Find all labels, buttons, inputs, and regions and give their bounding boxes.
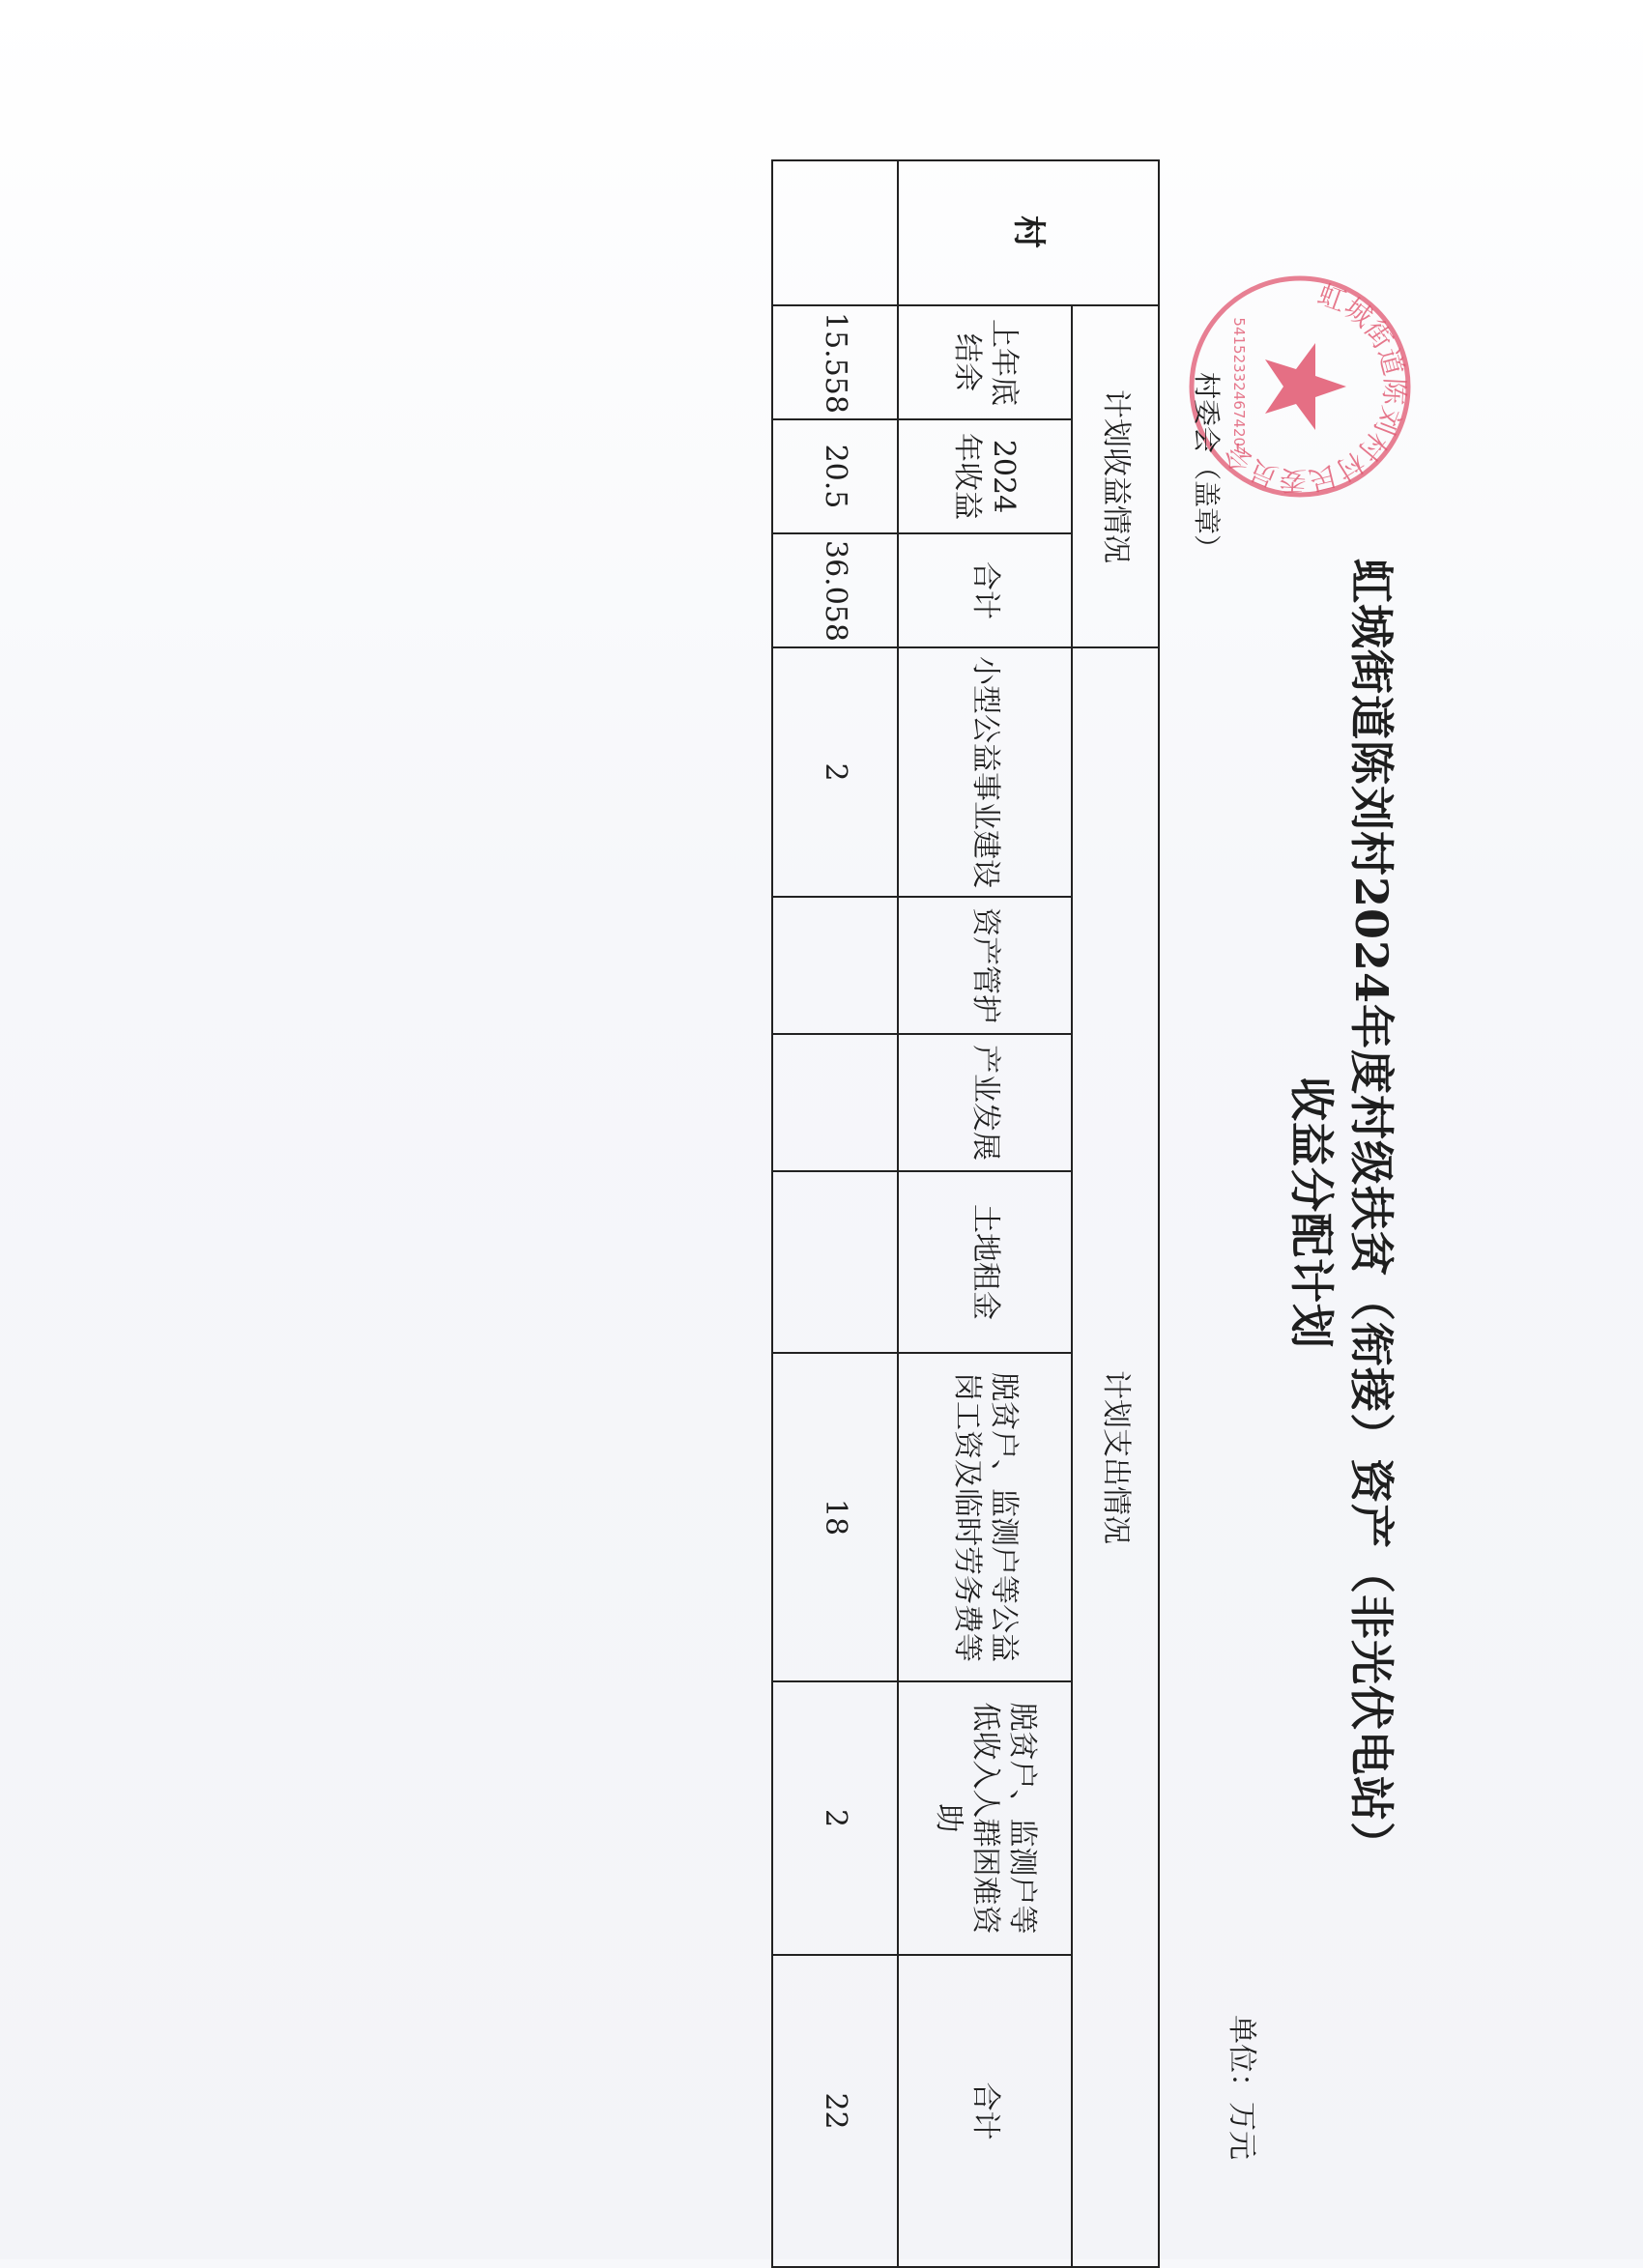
col-header-hardship-aid: 脱贫户、监测户等低收入人群困难资助 (898, 1681, 1072, 1955)
rotated-document (764, 159, 1411, 2266)
income-header: 计划收益情况 (1072, 305, 1159, 647)
cell-hardship-aid: 2 (772, 1681, 898, 1955)
expense-header: 计划支出情况 (1072, 647, 1159, 2267)
col-header-expense-total: 合计 (898, 1955, 1072, 2267)
cell-industry-development (772, 1034, 898, 1171)
title-line-2: 收益分配计划 (1285, 1077, 1338, 1349)
col-header-income-total: 合计 (898, 533, 1072, 647)
income-distribution-table (771, 159, 1160, 2268)
seal-code: 541523324674207 (1230, 317, 1248, 456)
title-line-1: 虹城街道陈刘村2024年度村级扶贫（衔接）资产（非光伏电站） (1345, 558, 1398, 1868)
cell-public-post-wages: 18 (772, 1353, 898, 1681)
seal-caption: 村委会（盖章） (1191, 372, 1223, 562)
cell-2024-income: 20.5 (772, 419, 898, 533)
cell-prior-balance: 15.558 (772, 305, 898, 419)
seal-ring-text: 虹城街道陈刘村村民委员会 (1217, 278, 1411, 498)
cell-asset-maintenance (772, 897, 898, 1034)
col-header-public-welfare: 小型公益事业建设 (898, 647, 1072, 897)
col-header-prior-balance: 上年底结余 (898, 305, 1072, 419)
table-row (772, 160, 898, 2267)
unit-label: 单位：万元 (1225, 2015, 1258, 2160)
cell-land-rent (772, 1171, 898, 1353)
col-header-2024-income: 2024年收益 (898, 419, 1072, 533)
cell-village (772, 160, 898, 305)
cell-expense-total: 22 (772, 1955, 898, 2267)
col-header-industry-development: 产业发展 (898, 1034, 1072, 1171)
cell-public-welfare: 2 (772, 647, 898, 897)
col-header-asset-maintenance: 资产管护 (898, 897, 1072, 1034)
village-header: 村 (898, 160, 1159, 305)
cell-income-total: 36.058 (772, 533, 898, 647)
col-header-public-post-wages: 脱贫户、监测户等公益岗工资及临时劳务费等 (898, 1353, 1072, 1681)
col-header-land-rent: 土地租金 (898, 1171, 1072, 1353)
